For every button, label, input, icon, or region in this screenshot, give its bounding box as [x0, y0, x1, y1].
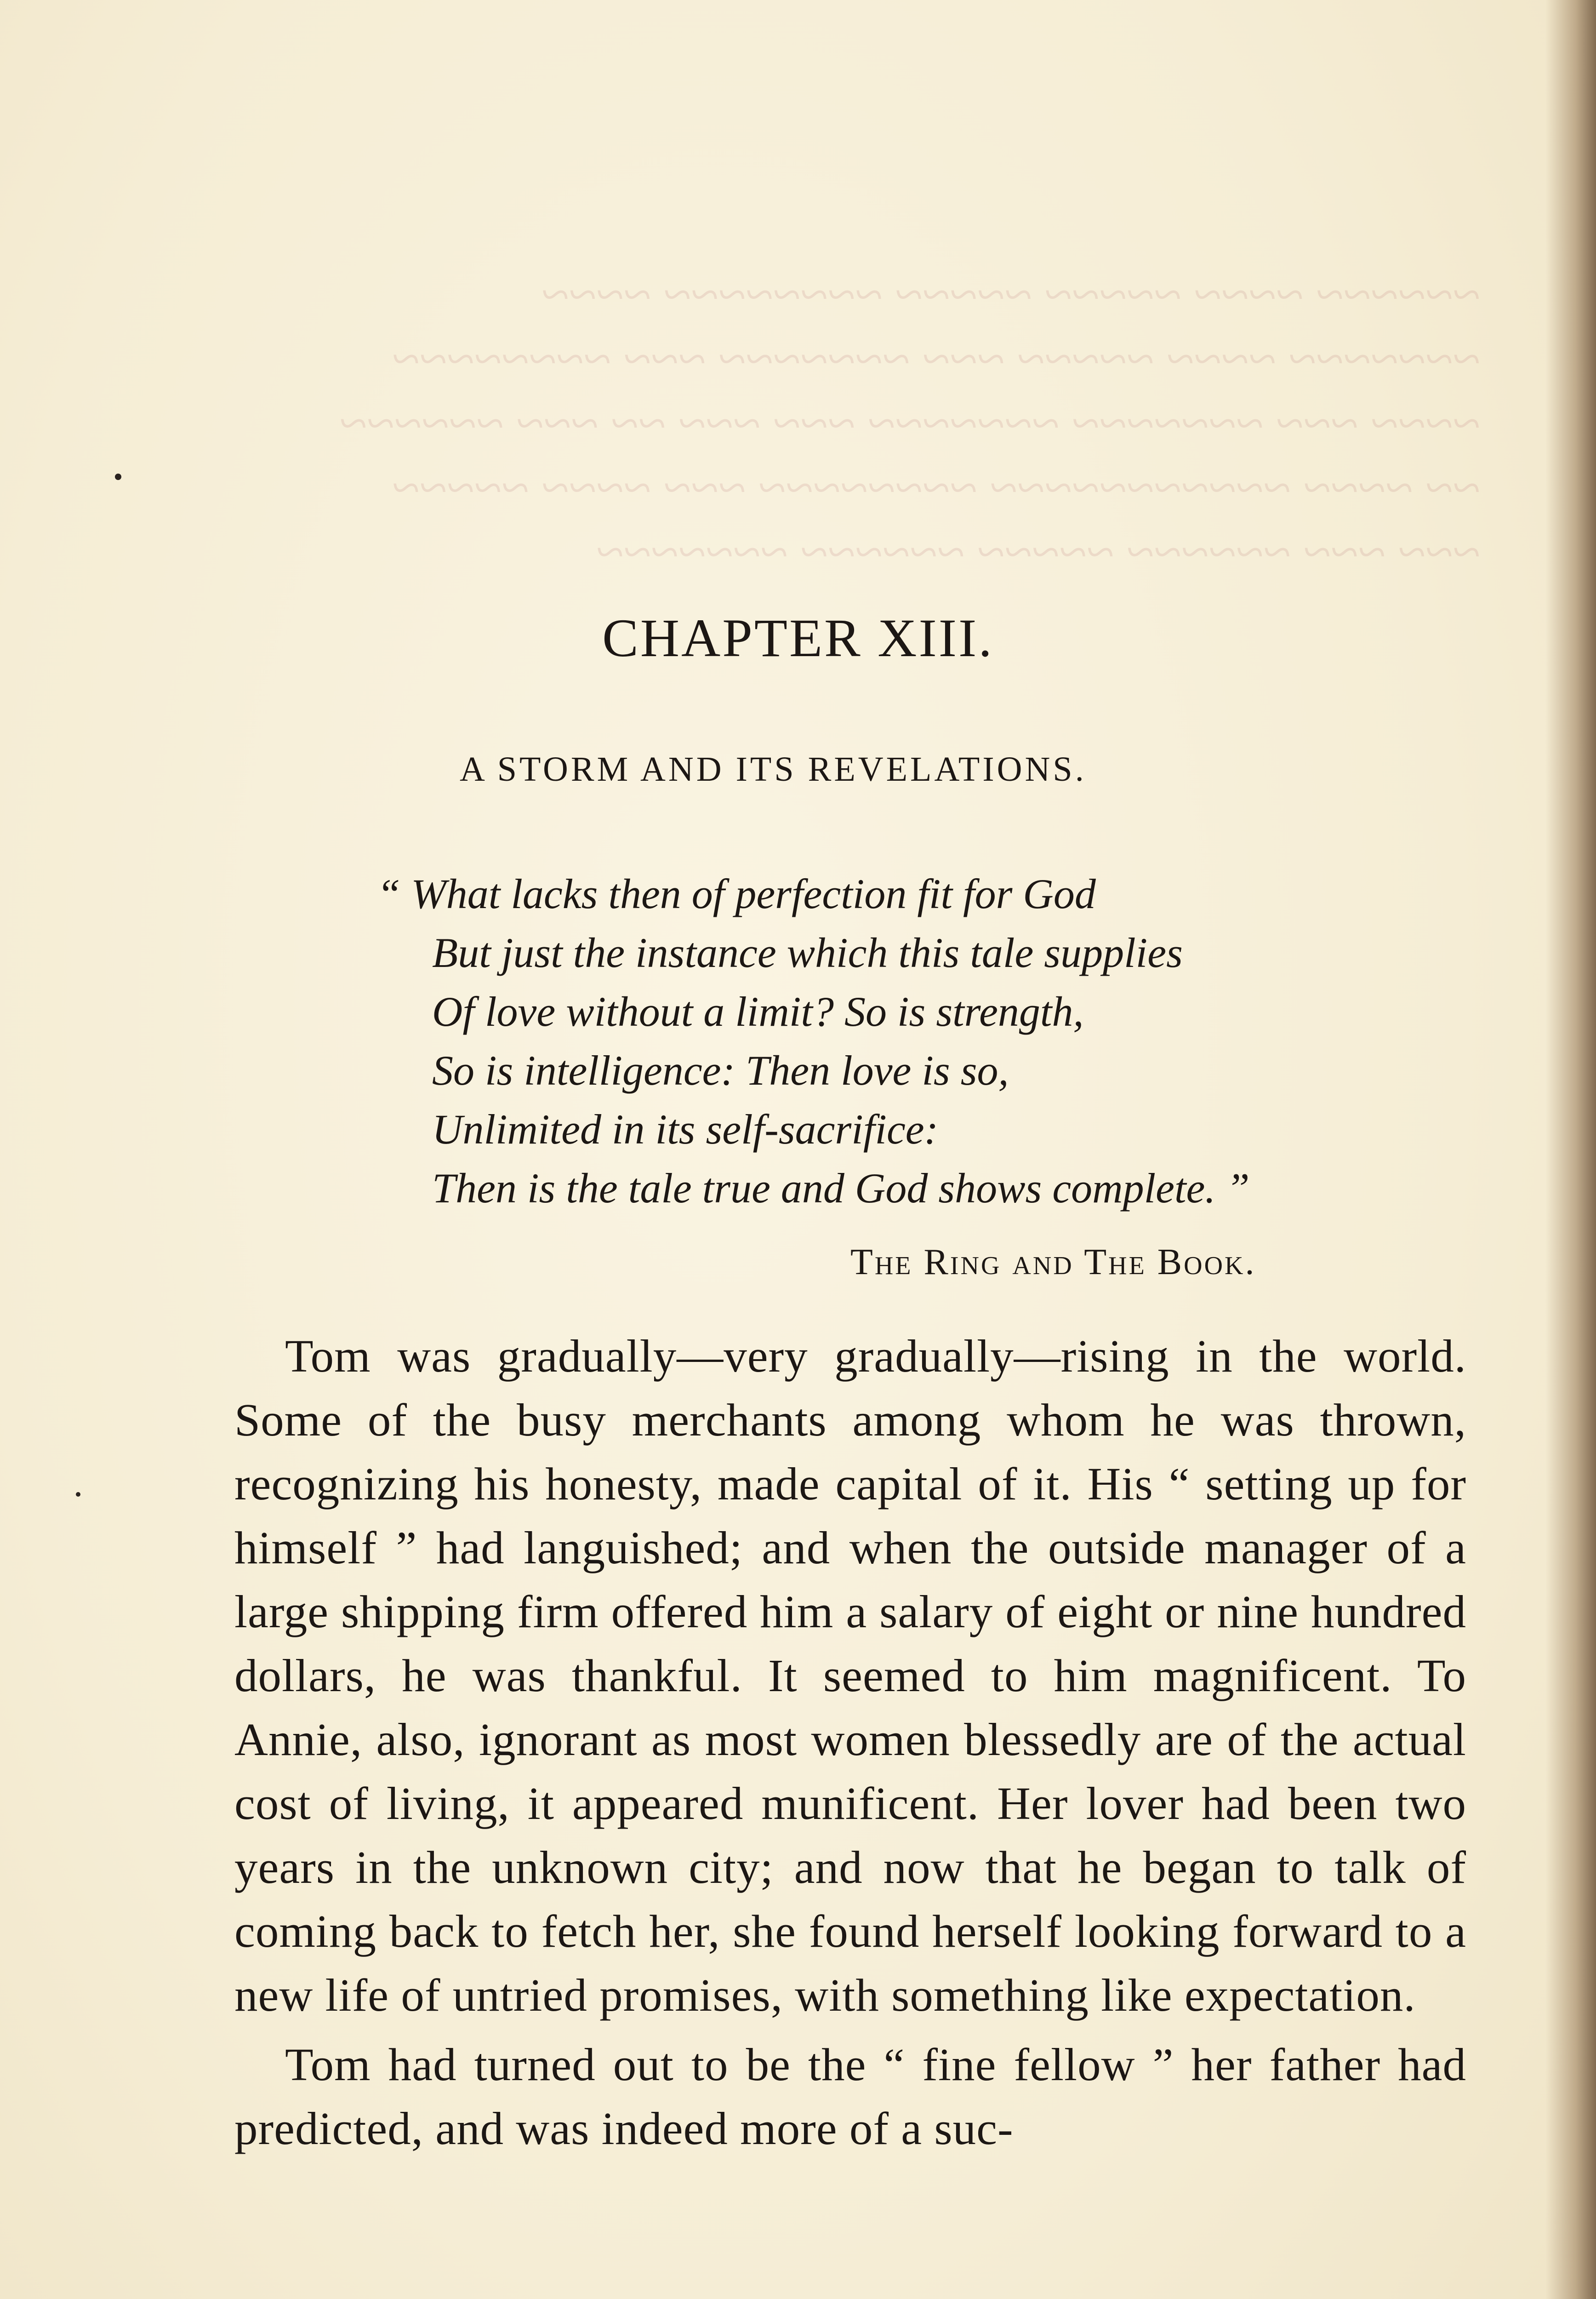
epigraph-line: So is intelligence: Then love is so,	[432, 1047, 1009, 1094]
epigraph-line: Then is the tale true and God shows complete. ”	[432, 1165, 1250, 1212]
show-through-text: ~~~~~~ ~~~~ ~~~~~ ~~~~~ ~~~~~~~~ ~~~~ ~~~~~~~ ~~~~ ~~~~~ ~~~ ~~~~~~~ ~~~ ~~~~~~~~ ~~~~ ~~~ ~~~~~~~ ~~~~~~~ ~~~ ~~~ ~~ ~~~ ~~~~~~ ~~ ~~~~ ~~~~~~~~~~~ ~~~~~~~~ ~~~ ~~~~ ~~~~~ ~~~ ~~~ ~~~~~~ ~~~~~ ~~~~~~ ~~~~~~~	[339, 266, 1480, 580]
chapter-title: CHAPTER XIII.	[602, 608, 994, 668]
page-edge-shadow	[1545, 0, 1596, 2299]
epigraph	[377, 864, 1250, 1218]
epigraph-attribution: The Ring and The Book.	[850, 1242, 1256, 1282]
epigraph-line: “ What lacks then of perfection fit for God	[377, 870, 1096, 917]
paragraph: Tom had turned out to be the “ fine fellow ” her father had predicted, and was indeed more of a suc-	[234, 2039, 1466, 2154]
epigraph-line: But just the instance which this tale supplies	[432, 929, 1183, 976]
body-text	[234, 1324, 1466, 2166]
ink-speck	[115, 474, 121, 480]
epigraph-line: Of love without a limit? So is strength,	[432, 988, 1084, 1035]
ink-speck	[76, 1492, 80, 1497]
epigraph-line: Unlimited in its self-sacrifice:	[432, 1106, 939, 1153]
paragraph: Tom was gradually—very gradually—rising in the world. Some of the busy merchants among whom he was thrown, recognizing his honesty, made capital of it. His “ setting up for himself ” had languished; and when the outside manager of a large shipping firm offered him a salary of eight or nine hundred dollars, he was thankful. It seemed to him magnificent. To Annie, also, ignorant as most women blessedly are of the actual cost of living, it appeared munificent. Her lover had been two years in the unknown city; and now that he began to talk of coming back to fetch her, she found herself looking forward to a new life of untried promises, with something like expectation.	[234, 1330, 1466, 2021]
chapter-subtitle: A STORM AND ITS REVELATIONS.	[460, 750, 1087, 789]
